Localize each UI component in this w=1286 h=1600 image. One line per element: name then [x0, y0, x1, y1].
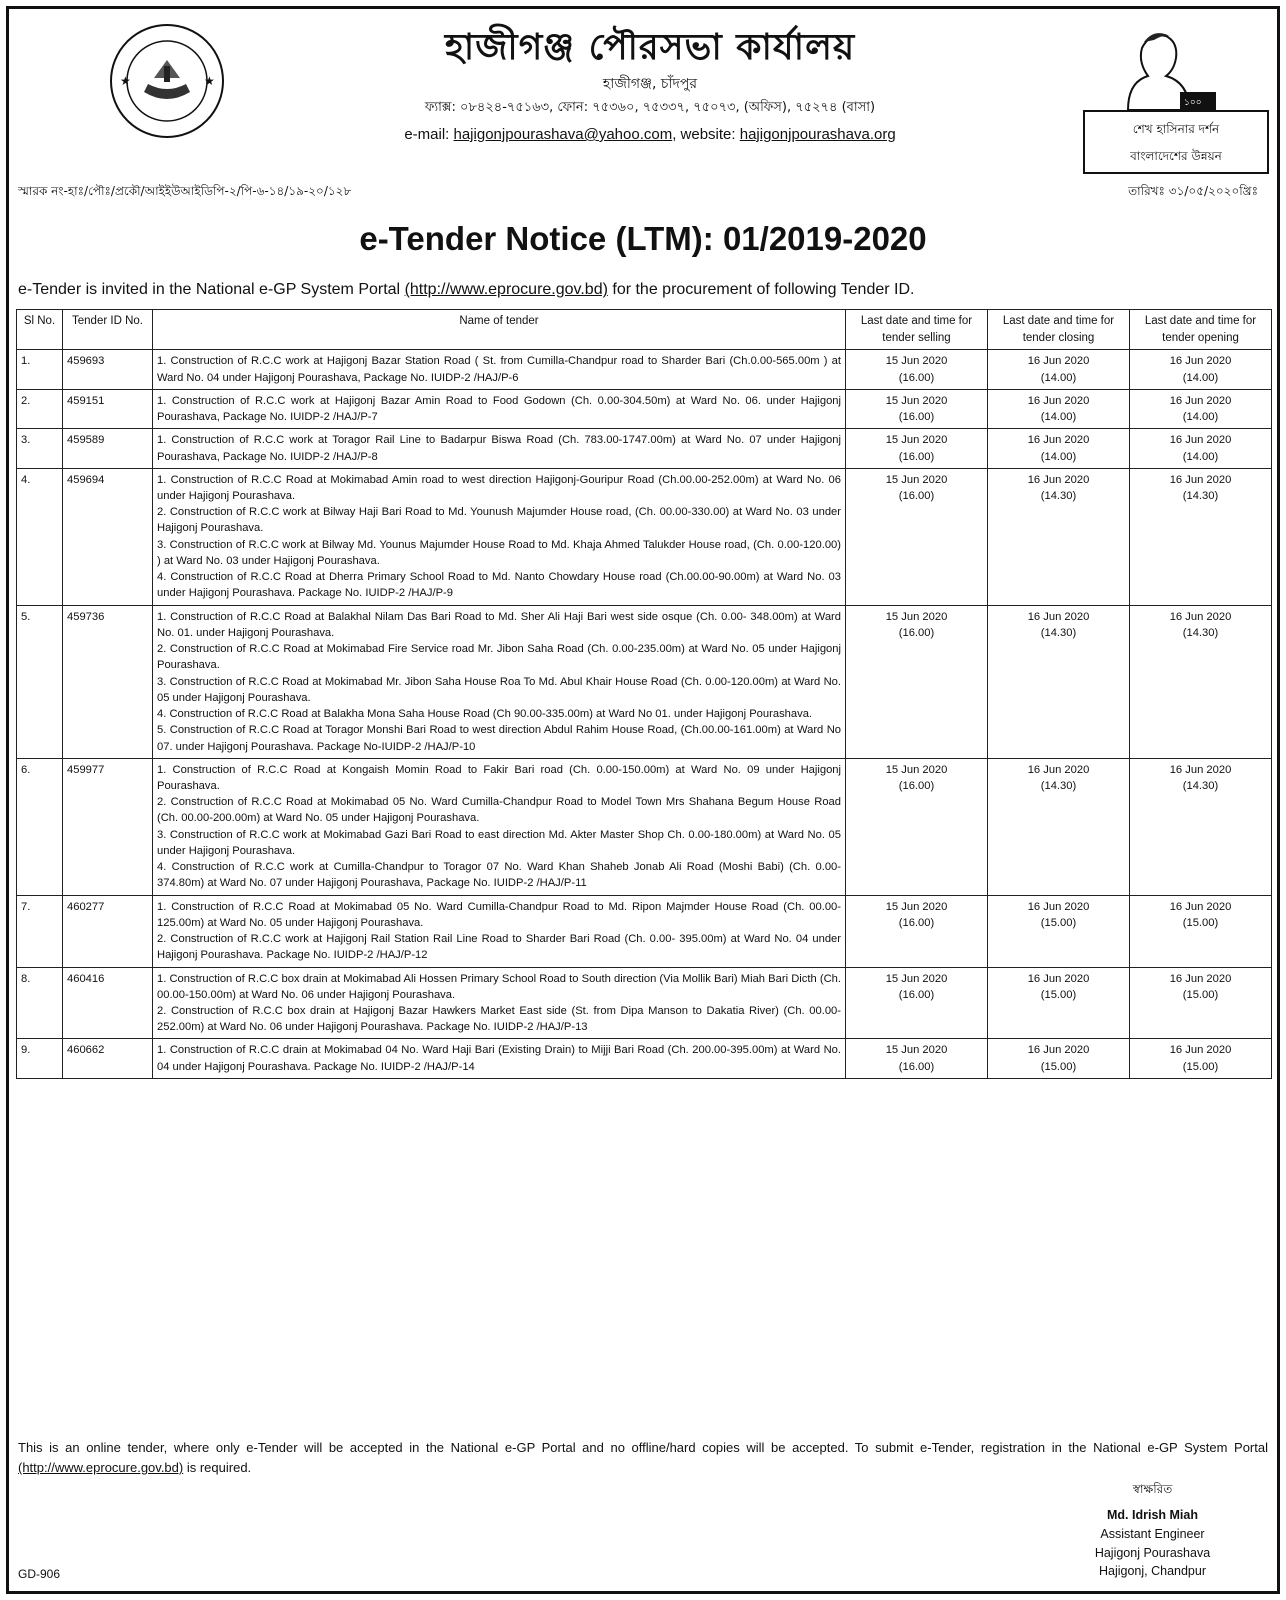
row-closing-time: (14.00): [1040, 371, 1077, 384]
header-sl: Sl No.: [17, 310, 63, 350]
tender-work-item: 1. Construction of R.C.C Road at Kongaish Momin Road to Fakir Bari road (Ch. 0.00-150.00m) at Ward No. 09 under Hajigonj Pourashava.: [157, 763, 841, 792]
row-opening-time: (15.00): [1182, 1060, 1219, 1073]
row-opening-date: 16 Jun 2020: [1169, 394, 1232, 407]
row-selling-date: 15 Jun 2020: [885, 394, 948, 407]
row-tender-name: [153, 429, 846, 468]
row-opening-time: (14.30): [1182, 779, 1219, 792]
tender-work-item: 1. Construction of R.C.C work at Hajigonj Bazar Amin Road to Food Godown (Ch. 0.00-304.50m) at Ward No. 06. under Hajigonj Pourashava, Package No. IUIDP-2 /HAJ/P-7: [157, 394, 841, 424]
row-tender-name: [153, 967, 846, 1039]
email-label: e-mail:: [404, 126, 454, 143]
signatory-name: Md. Idrish Miah: [1107, 1508, 1198, 1522]
row-closing-date: 16 Jun 2020: [1027, 394, 1090, 407]
row-selling-time: (16.00): [898, 1060, 935, 1073]
footer-note: [18, 1438, 1268, 1478]
row-opening-date: 16 Jun 2020: [1169, 900, 1232, 913]
tender-table-body: [17, 350, 1272, 1079]
row-tender-name: [153, 389, 846, 428]
row-selling: [846, 1039, 988, 1078]
tender-work-item: 2. Construction of R.C.C work at Bilway Haji Bari Road to Md. Younush Majumder House road, (Ch. 00.00-330.00) at Ward No. 03 under Hajigonj Pourashava.: [157, 506, 841, 535]
intro-text: [18, 281, 914, 299]
motto-line-1: শেখ হাসিনার দর্শন: [1132, 122, 1220, 136]
row-closing-time: (15.00): [1040, 916, 1077, 929]
row-closing: [988, 758, 1130, 895]
row-tender-name: [153, 758, 846, 895]
row-opening: [1130, 429, 1272, 468]
header-closing: Last date and time for tender closing: [988, 310, 1130, 350]
office-title: হাজীগঞ্জ পৌরসভা কার্যালয়: [444, 27, 856, 68]
tender-work-item: 5. Construction of R.C.C Road at Toragor Monshi Bari Road to west direction Abdul Rahim House Road, (Ch.00.00-161.00m) at Ward No 07. under Hajigonj Pourashava. Package No-IUIDP-2 /HAJ/P-10: [157, 724, 841, 753]
row-closing: [988, 468, 1130, 605]
row-tender-id: 459694: [63, 468, 153, 605]
email-link[interactable]: hajigonjpourashava@yahoo.com: [453, 126, 673, 143]
row-tender-id: 459589: [63, 429, 153, 468]
row-selling-time: (16.00): [898, 450, 935, 463]
footer-before: This is an online tender, where only e-Tender will be accepted in the National e-GP Portal and no offline/hard copies will be accepted. To submit e-Tender, registration in the National e-GP System Portal: [18, 1440, 1268, 1455]
row-closing: [988, 895, 1130, 967]
header-tender-id: Tender ID No.: [63, 310, 153, 350]
row-selling-time: (16.00): [898, 626, 935, 639]
svg-text:১০০: ১০০: [1184, 98, 1202, 108]
row-selling-date: 15 Jun 2020: [885, 900, 948, 913]
row-closing-time: (14.30): [1040, 626, 1077, 639]
row-opening: [1130, 605, 1272, 758]
row-opening: [1130, 895, 1272, 967]
row-selling-time: (16.00): [898, 779, 935, 792]
row-tender-id: 460277: [63, 895, 153, 967]
row-selling: [846, 468, 988, 605]
header-opening: Last date and time for tender opening: [1130, 310, 1272, 350]
footer-portal-link[interactable]: (http://www.eprocure.gov.bd): [18, 1460, 184, 1476]
table-row: [17, 605, 1272, 758]
row-sl: 1.: [17, 350, 63, 389]
tender-work-item: 1. Construction of R.C.C work at Toragor Rail Line to Badarpur Biswa Road (Ch. 783.00-1747.00m) at Ward No. 07 under Hajigonj Pourashava, Package No. IUIDP-2 /HAJ/P-8: [157, 434, 841, 463]
row-selling-date: 15 Jun 2020: [885, 972, 948, 985]
tender-work-item: 2. Construction of R.C.C box drain at Hajigonj Bazar Hawkers Market East side (St. from Dipa Manson to Dakatia River) (Ch. 00.00-252.00m) at Ward No. 06 under Hajigonj Pourashava. Package No. IUIDP-2 /HAJ/P-13: [157, 1005, 841, 1034]
row-tender-id: 460662: [63, 1039, 153, 1078]
row-selling: [846, 429, 988, 468]
website-link[interactable]: hajigonjpourashava.org: [739, 126, 896, 143]
row-selling: [846, 350, 988, 389]
row-opening-time: (14.00): [1182, 450, 1219, 463]
row-closing: [988, 350, 1130, 389]
row-selling-time: (16.00): [898, 371, 935, 384]
row-tender-id: 459693: [63, 350, 153, 389]
municipality-seal: [108, 22, 226, 140]
row-closing-date: 16 Jun 2020: [1027, 610, 1090, 623]
row-closing-time: (14.00): [1040, 411, 1077, 424]
row-closing: [988, 605, 1130, 758]
tender-work-item: 3. Construction of R.C.C work at Mokimabad Gazi Bari Road to east direction Md. Akter Master Shop Ch. 0.00-180.00m) at Ward No. 05 under Hajigonj Pourashava.: [157, 828, 841, 857]
notice-date: তারিখঃ ৩১/০৫/২০২০খ্রিঃ: [1128, 184, 1258, 198]
notice-title: e-Tender Notice (LTM): 01/2019-2020: [359, 220, 927, 257]
motto-box: [1083, 110, 1269, 174]
row-opening-time: (14.30): [1182, 626, 1219, 639]
tender-work-item: 1. Construction of R.C.C Road at Balakhal Nilam Das Bari Road to Md. Sher Ali Haji Bari west side osque (Ch. 0.00- 348.00m) at Ward No. 01. under Hajigonj Pourashava.: [157, 610, 841, 639]
row-closing-time: (14.30): [1040, 779, 1077, 792]
row-selling: [846, 605, 988, 758]
signatory-place: Hajigonj, Chandpur: [1098, 1564, 1206, 1579]
row-closing-date: 16 Jun 2020: [1027, 434, 1090, 447]
table-row: [17, 967, 1272, 1039]
row-selling: [846, 895, 988, 967]
tender-work-item: 2. Construction of R.C.C Road at Mokimabad Fire Service road Mr. Jibon Saha Road (Ch. 0.00-235.00m) at Ward No. 05 under Hajigonj Pourashava.: [157, 643, 841, 672]
row-sl: 6.: [17, 758, 63, 895]
signatory-org: Hajigonj Pourashava: [1094, 1545, 1211, 1560]
row-closing-time: (14.30): [1040, 489, 1077, 502]
office-email-website: [240, 126, 1060, 143]
row-selling: [846, 758, 988, 895]
website-label: , website:: [672, 126, 740, 143]
portrait-image: [1098, 22, 1218, 112]
row-closing: [988, 1039, 1130, 1078]
motto-line-2: বাংলাদেশের উন্নয়ন: [1130, 149, 1222, 163]
table-row: [17, 1039, 1272, 1078]
row-sl: 7.: [17, 895, 63, 967]
row-tender-id: 459736: [63, 605, 153, 758]
row-tender-name: [153, 895, 846, 967]
header-selling: Last date and time for tender selling: [846, 310, 988, 350]
row-closing-date: 16 Jun 2020: [1027, 900, 1090, 913]
row-closing-date: 16 Jun 2020: [1027, 473, 1090, 486]
tender-work-item: 1. Construction of R.C.C drain at Mokimabad 04 No. Ward Haji Bari (Existing Drain) to Mijji Bari Road (Ch. 200.00-395.00m) at Ward No. 04 under Hajigonj Pourashava. Package No. IUIDP-2 /HAJ/P-14: [157, 1044, 841, 1073]
row-selling: [846, 967, 988, 1039]
intro-after: for the procurement of following Tender ID.: [607, 281, 915, 298]
row-sl: 5.: [17, 605, 63, 758]
row-selling-date: 15 Jun 2020: [885, 434, 948, 447]
table-row: [17, 468, 1272, 605]
row-selling-date: 15 Jun 2020: [885, 610, 948, 623]
row-selling-date: 15 Jun 2020: [885, 1044, 948, 1057]
row-opening-date: 16 Jun 2020: [1169, 610, 1232, 623]
tender-work-item: 4. Construction of R.C.C Road at Balakha Mona Saha House Road (Ch 90.00-335.00m) at Ward No 01. under Hajigonj Pourashava.: [157, 708, 813, 721]
gd-number: GD-906: [18, 1567, 61, 1581]
intro-portal-link[interactable]: (http://www.eprocure.gov.bd): [404, 281, 608, 298]
row-opening: [1130, 389, 1272, 428]
table-row: [17, 389, 1272, 428]
memo-number: স্মারক নং-হাঃ/পৌঃ/প্রকৌ/আইইউআইডিপি-২/পি-৬-১৪/১৯-২০/১২৮: [18, 184, 352, 198]
tender-table: [16, 309, 1272, 1079]
row-tender-name: [153, 1039, 846, 1078]
tender-work-item: 3. Construction of R.C.C work at Bilway Md. Younus Majumder House Road to Md. Khaja Ahmed Talukder House road, (Ch. 0.00-120.00) ) at Ward No. 03 under Hajigonj Pourashava.: [157, 538, 841, 567]
row-sl: 9.: [17, 1039, 63, 1078]
row-opening-date: 16 Jun 2020: [1169, 763, 1232, 776]
row-selling-time: (16.00): [898, 489, 935, 502]
row-opening-date: 16 Jun 2020: [1169, 473, 1232, 486]
footer-after: is required.: [183, 1460, 252, 1476]
row-selling-time: (16.00): [898, 988, 935, 1001]
row-selling-time: (16.00): [898, 916, 935, 929]
row-opening-date: 16 Jun 2020: [1169, 434, 1232, 447]
row-closing-date: 16 Jun 2020: [1027, 763, 1090, 776]
row-tender-id: 460416: [63, 967, 153, 1039]
row-sl: 8.: [17, 967, 63, 1039]
office-location: হাজীগঞ্জ, চাঁদপুর: [602, 76, 698, 92]
signatory-designation: Assistant Engineer: [1100, 1526, 1205, 1541]
signed-label: স্বাক্ষরিত: [1132, 1482, 1173, 1496]
tender-work-item: 2. Construction of R.C.C work at Hajigonj Rail Station Rail Line Road to Sharder Bari Road (Ch. 0.00- 395.00m) at Ward No. 04 under Hajigonj Pourashava. Package No. IUIDP-2 /HAJ/P-12: [157, 933, 841, 962]
row-closing-time: (15.00): [1040, 1060, 1077, 1073]
table-header-row: [17, 310, 1272, 350]
row-sl: 2.: [17, 389, 63, 428]
svg-text:★: ★: [204, 74, 215, 88]
row-closing: [988, 389, 1130, 428]
table-row: [17, 429, 1272, 468]
row-closing-date: 16 Jun 2020: [1027, 1044, 1090, 1057]
row-opening: [1130, 468, 1272, 605]
row-sl: 4.: [17, 468, 63, 605]
row-opening-date: 16 Jun 2020: [1169, 355, 1232, 368]
row-tender-name: [153, 350, 846, 389]
row-opening-time: (14.30): [1182, 489, 1219, 502]
tender-work-item: 1. Construction of R.C.C work at Hajigonj Bazar Station Road ( St. from Cumilla-Chandpur road to Sharder Bari (Ch.0.00-565.00m ) at Ward No. 04 under Hajigonj Pourashava, Package No. IUIDP-2 /HAJ/P-6: [157, 355, 841, 384]
tender-work-item: 4. Construction of R.C.C Road at Dherra Primary School Road to Md. Nanto Chowdary House road (Ch.00.00-90.00m) at Ward No. 03 under Hajigonj Pourashava. Package No. IUIDP-2 /HAJ/P-9: [157, 571, 841, 600]
row-opening: [1130, 1039, 1272, 1078]
row-selling-time: (16.00): [898, 411, 935, 424]
row-sl: 3.: [17, 429, 63, 468]
signature-block: [1050, 1480, 1255, 1581]
row-closing-date: 16 Jun 2020: [1027, 355, 1090, 368]
svg-text:★: ★: [120, 74, 131, 88]
tender-work-item: 2. Construction of R.C.C Road at Mokimabad 05 No. Ward Cumilla-Chandpur Road to Model Town Mrs Shahana Begum House Road (Ch. 00.00-200.00m) at Ward No. 05 under Hajigonj Pourashava.: [157, 796, 841, 825]
row-selling-date: 15 Jun 2020: [885, 473, 948, 486]
row-selling-date: 15 Jun 2020: [885, 763, 948, 776]
tender-work-item: 4. Construction of R.C.C work at Cumilla-Chandpur to Toragor 07 No. Ward Khan Shaheb Jonab Ali Road (Moshi Babi) (Ch. 0.00-374.80m) at Ward No. 07 under Hajigonj Pourashava, Package No. IUIDP-2 /HAJ/P-11: [157, 861, 841, 890]
row-opening: [1130, 758, 1272, 895]
row-closing-time: (14.00): [1040, 450, 1077, 463]
row-opening-time: (15.00): [1182, 988, 1219, 1001]
row-tender-name: [153, 468, 846, 605]
row-closing: [988, 967, 1130, 1039]
row-opening: [1130, 350, 1272, 389]
row-closing-date: 16 Jun 2020: [1027, 972, 1090, 985]
row-selling-date: 15 Jun 2020: [885, 355, 948, 368]
row-tender-id: 459151: [63, 389, 153, 428]
tender-work-item: 1. Construction of R.C.C Road at Mokimabad Amin road to west direction Hajigonj-Gouripur Road (Ch.00.00-252.00m) at Ward No. 06 under Hajigonj Pourashava.: [157, 473, 841, 502]
table-row: [17, 758, 1272, 895]
row-opening-time: (14.00): [1182, 411, 1219, 424]
row-opening-time: (14.00): [1182, 371, 1219, 384]
row-opening-date: 16 Jun 2020: [1169, 972, 1232, 985]
row-closing-time: (15.00): [1040, 988, 1077, 1001]
row-selling: [846, 389, 988, 428]
tender-work-item: 3. Construction of R.C.C Road at Mokimabad Mr. Jibon Saha House Roa To Md. Abul Khair House Road (Ch. 0.00-120.00m) at Ward No. 05 under Hajigonj Pourashava.: [157, 675, 841, 704]
row-closing: [988, 429, 1130, 468]
header-name: Name of tender: [153, 310, 846, 350]
table-row: [17, 895, 1272, 967]
row-opening-time: (15.00): [1182, 916, 1219, 929]
intro-before: e-Tender is invited in the National e-GP System Portal: [18, 281, 405, 298]
table-row: [17, 350, 1272, 389]
row-opening-date: 16 Jun 2020: [1169, 1044, 1232, 1057]
row-tender-id: 459977: [63, 758, 153, 895]
row-opening: [1130, 967, 1272, 1039]
row-tender-name: [153, 605, 846, 758]
tender-work-item: 1. Construction of R.C.C Road at Mokimabad 05 No. Ward Cumilla-Chandpur Road to Md. Ripon Majmder House Road (Ch. 00.00-125.00m) at Ward No. 05 under Hajigonj Pourashava.: [157, 900, 841, 929]
office-contacts: ফ্যাক্স: ০৮৪২৪-৭৫১৬৩, ফোন: ৭৫৩৬০, ৭৫৩৩৭, ৭৫০৭৩, (অফিস), ৭৫২৭৪ (বাসা): [424, 100, 876, 115]
tender-work-item: 1. Construction of R.C.C box drain at Mokimabad Ali Hossen Primary School Road to South direction (Via Mollik Bari) Miah Bari Dicth (Ch. 00.00-150.00m) at Ward No. 06 under Hajigonj Pourashava.: [157, 972, 841, 1001]
